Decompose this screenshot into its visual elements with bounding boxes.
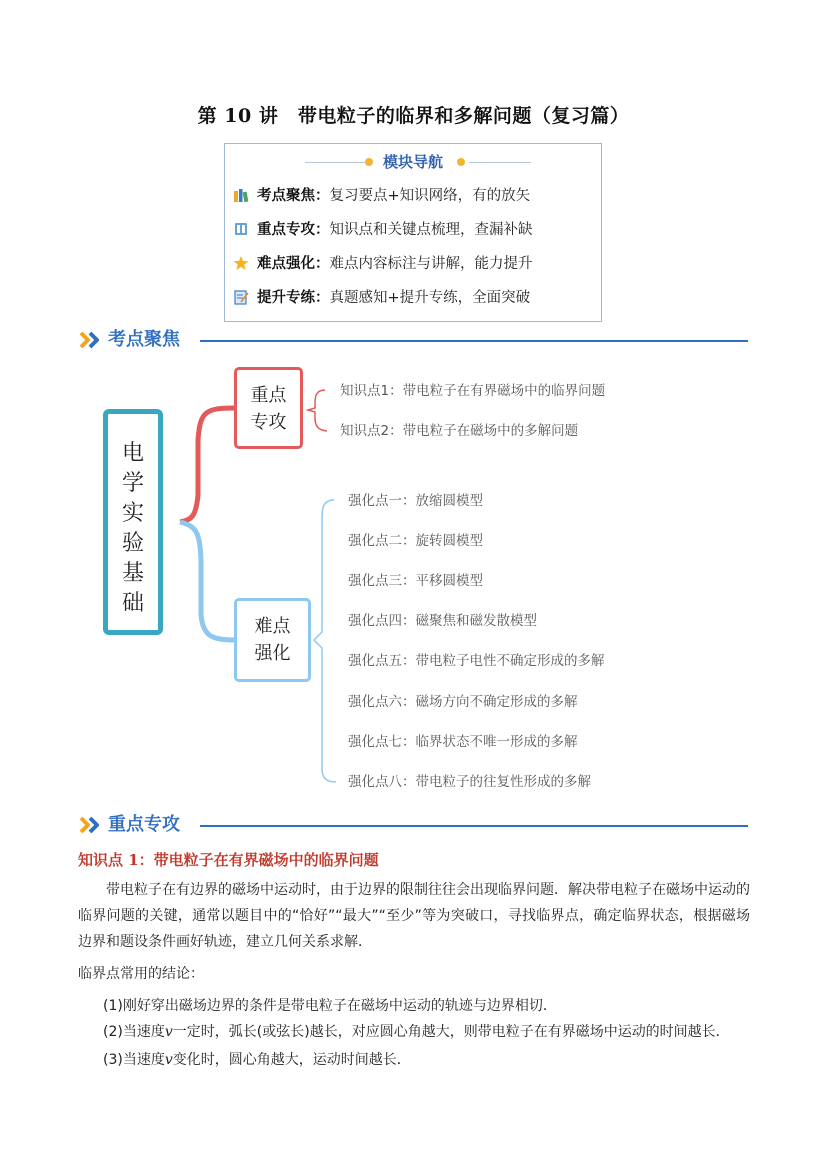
variable: v bbox=[164, 1052, 173, 1068]
section-header-zhongdian bbox=[78, 812, 748, 838]
mindmap-node-nandian bbox=[234, 598, 311, 682]
nav-key: 重点专攻： bbox=[257, 222, 330, 238]
root-char: 础 bbox=[121, 591, 144, 616]
mindmap-leaf: 知识点2：带电粒子在磁场中的多解问题 bbox=[340, 423, 579, 439]
page-title: 第 10 讲 带电粒子的临界和多解问题（复习篇） bbox=[197, 105, 630, 127]
list-item bbox=[103, 1019, 730, 1045]
root-char: 验 bbox=[121, 531, 144, 556]
section-rule bbox=[200, 825, 748, 827]
mindmap-leaf: 强化点六：磁场方向不确定形成的多解 bbox=[348, 694, 578, 710]
nav-key: 考点聚焦： bbox=[257, 188, 330, 204]
root-char: 实 bbox=[121, 501, 144, 526]
node-label: 专攻 bbox=[250, 412, 287, 433]
nav-key: 提升专练： bbox=[257, 290, 330, 306]
item-text: 变化时，圆心角越大，运动时间越长． bbox=[172, 1052, 411, 1068]
mindmap-leaf: 强化点四：磁聚焦和磁发散模型 bbox=[348, 613, 537, 629]
list-item bbox=[103, 1047, 411, 1073]
section-title: 重点专攻 bbox=[108, 814, 180, 835]
double-chevron-icon bbox=[78, 815, 104, 835]
item-text: (3)当速度 bbox=[103, 1052, 165, 1068]
nav-value: 真题感知+提升专练，全面突破 bbox=[329, 290, 531, 306]
node-label: 重点 bbox=[250, 385, 287, 406]
item-text: (1)刚好穿出磁场边界的条件是带电粒子在磁场中运动的轨迹与边界相切． bbox=[103, 998, 557, 1014]
mindmap-leaf: 强化点三：平移圆模型 bbox=[348, 573, 483, 589]
root-char: 电 bbox=[121, 441, 144, 466]
nav-value: 难点内容标注与讲解，能力提升 bbox=[329, 256, 533, 272]
mindmap-leaf: 强化点二：旋转圆模型 bbox=[348, 533, 483, 549]
item-text: 一定时，弧长(或弦长)越长，对应圆心角越大，则带电粒子在有界磁场中运动的时间越长． bbox=[172, 1024, 730, 1040]
node-label: 强化 bbox=[254, 643, 291, 664]
knowledge-paragraph: 带电粒子在有边界的磁场中运动时，由于边界的限制往往会出现临界问题．解决带电粒子在磁场中运动的临界问题的关键，通常以题目中的“恰好”“最大”“至少”等为突破口，寻找临界点，确定临界状态，根据磁场边界和题设条件画好轨迹，建立几何关系求解． bbox=[78, 882, 750, 950]
root-char: 基 bbox=[121, 561, 144, 586]
knowledge-heading: 知识点 1：带电粒子在有界磁场中的临界问题 bbox=[78, 851, 379, 869]
list-intro: 临界点常用的结论： bbox=[78, 966, 204, 982]
module-nav-heading: 模块导航 bbox=[382, 153, 443, 171]
root-char: 学 bbox=[121, 471, 144, 496]
nav-key: 难点强化： bbox=[257, 256, 330, 272]
section-title: 考点聚焦 bbox=[108, 329, 180, 350]
mindmap-leaf: 强化点一：放缩圆模型 bbox=[348, 493, 483, 509]
mindmap-leaf: 强化点七：临界状态不唯一形成的多解 bbox=[348, 734, 578, 750]
mindmap-leaf: 强化点八：带电粒子的往复性形成的多解 bbox=[348, 774, 591, 790]
variable: v bbox=[164, 1024, 173, 1040]
mindmap-leaf: 知识点1：带电粒子在有界磁场中的临界问题 bbox=[340, 383, 606, 399]
list-item bbox=[103, 993, 557, 1019]
mindmap-node-zhongdian bbox=[234, 367, 303, 449]
item-text: (2)当速度 bbox=[103, 1024, 165, 1040]
mindmap-root bbox=[103, 409, 163, 635]
nav-value: 复习要点+知识网络，有的放矢 bbox=[329, 188, 531, 204]
mindmap-leaf: 强化点五：带电粒子电性不确定形成的多解 bbox=[348, 653, 605, 669]
nav-value: 知识点和关键点梳理，查漏补缺 bbox=[329, 222, 533, 238]
node-label: 难点 bbox=[254, 616, 291, 637]
